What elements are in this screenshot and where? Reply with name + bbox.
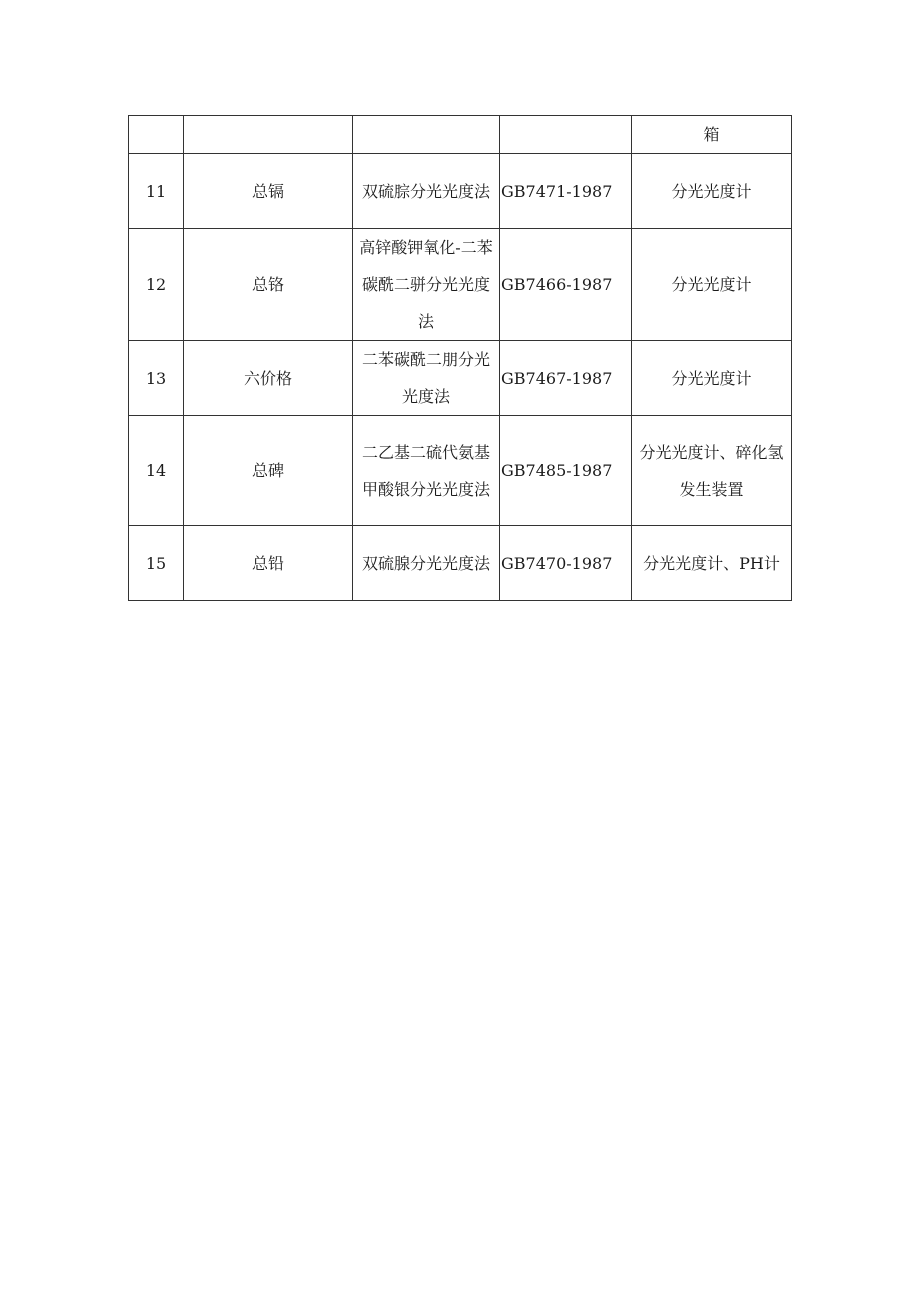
- standard-code: GB7466-1987: [500, 229, 632, 341]
- table-row: [129, 229, 792, 341]
- item-name: 总铬: [184, 229, 353, 341]
- item-name: 总镉: [184, 154, 353, 229]
- item-name: 总碑: [184, 416, 353, 526]
- row-number: 13: [129, 341, 184, 416]
- row-number: 14: [129, 416, 184, 526]
- table-cell: [353, 116, 500, 154]
- table-cell: [184, 116, 353, 154]
- equipment: 分光光度计: [632, 154, 792, 229]
- standard-code: GB7467-1987: [500, 341, 632, 416]
- table-row: [129, 416, 792, 526]
- row-number: 15: [129, 526, 184, 601]
- table-cell: 箱: [632, 116, 792, 154]
- standard-code: GB7470-1987: [500, 526, 632, 601]
- table-row-continuation: [129, 116, 792, 154]
- row-number: 11: [129, 154, 184, 229]
- analysis-method: 双硫腙分光光度法: [353, 154, 500, 229]
- analysis-method: 高锌酸钾氧化-二苯碳酰二骈分光光度法: [353, 229, 500, 341]
- analysis-method: 二乙基二硫代氨基甲酸银分光光度法: [353, 416, 500, 526]
- standard-code: GB7471-1987: [500, 154, 632, 229]
- standard-code: GB7485-1987: [500, 416, 632, 526]
- equipment: 分光光度计、碎化氢发生装置: [632, 416, 792, 526]
- table-row: [129, 341, 792, 416]
- item-name: 总铅: [184, 526, 353, 601]
- equipment: 分光光度计: [632, 341, 792, 416]
- table-row: [129, 526, 792, 601]
- table-cell: [500, 116, 632, 154]
- row-number: 12: [129, 229, 184, 341]
- equipment: 分光光度计: [632, 229, 792, 341]
- methods-table: [128, 115, 792, 601]
- analysis-method: 二苯碳酰二朋分光光度法: [353, 341, 500, 416]
- equipment: 分光光度计、PH计: [632, 526, 792, 601]
- item-name: 六价格: [184, 341, 353, 416]
- table-row: [129, 154, 792, 229]
- table-cell: [129, 116, 184, 154]
- analysis-method: 双硫腺分光光度法: [353, 526, 500, 601]
